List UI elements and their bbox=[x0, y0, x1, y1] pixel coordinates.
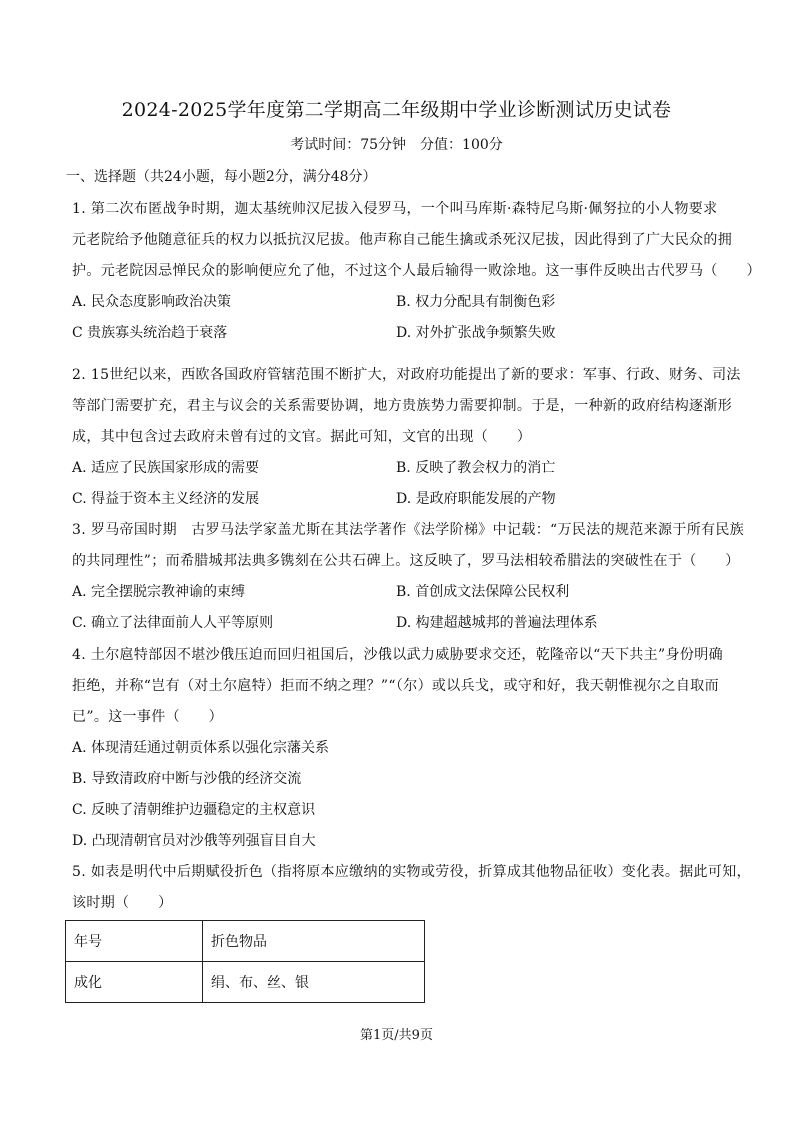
question-4-line-1: 4. 土尔扈特部因不堪沙俄压迫而回归祖国后，沙俄以武力威胁要求交还，乾隆帝以“天下共主”身份明确 bbox=[72, 647, 723, 663]
exam-subtitle: 考试时间：75分钟 分值：100分 bbox=[290, 137, 503, 153]
question-1-line-1: 1. 第二次布匿战争时期，迦太基统帅汉尼拔入侵罗马，一个叫马库斯·森特尼乌斯·佩努拉的小人物要求 bbox=[72, 201, 718, 217]
tax-conversion-table bbox=[65, 920, 425, 1003]
question-1-option-c[interactable]: C 贵族寡头统治趋于衰落 bbox=[72, 325, 228, 341]
question-2-line-1: 2. 15世纪以来，西欧各国政府管辖范围不断扩大，对政府功能提出了新的要求：军事、行政、财务、司法 bbox=[72, 367, 741, 383]
question-4-option-c[interactable]: C. 反映了清朝维护边疆稳定的主权意识 bbox=[72, 802, 316, 818]
table-row bbox=[66, 962, 425, 1003]
question-5-line-1: 5. 如表是明代中后期赋役折色（指将原本应缴纳的实物或劳役，折算成其他物品征收）变化表。据此可知， bbox=[72, 864, 751, 880]
question-3-line-1: 3. 罗马帝国时期 古罗马法学家盖尤斯在其法学著作《法学阶梯》中记载：“万民法的规范来源于所有民族 bbox=[72, 522, 745, 538]
question-1-option-b[interactable]: B. 权力分配具有制衡色彩 bbox=[396, 294, 556, 310]
question-1-line-2: 元老院给予他随意征兵的权力以抵抗汉尼拔。他声称自己能生擒或杀死汉尼拔，因此得到了广大民众的拥 bbox=[72, 232, 733, 248]
question-1-line-3: 护。元老院因忌惮民众的影响便应允了他，不过这个人最后输得一败涂地。这一事件反映出古代罗马（ ） bbox=[72, 263, 761, 279]
section-heading: 一、选择题（共24小题，每小题2分，满分48分） bbox=[66, 169, 377, 185]
question-1-option-a[interactable]: A. 民众态度影响政治决策 bbox=[72, 294, 232, 310]
table-cell: 成化 bbox=[66, 962, 203, 1003]
question-2-line-3: 成，其中包含过去政府未曾有过的文官。据此可知，文官的出现（ ） bbox=[72, 429, 532, 445]
exam-title: 2024-2025学年度第二学期高二年级期中学业诊断测试历史试卷 bbox=[121, 99, 672, 121]
question-4-line-3: 已”。这一事件（ ） bbox=[72, 709, 224, 725]
page-number: 第1页/共9页 bbox=[360, 1028, 433, 1043]
question-4-option-b[interactable]: B. 导致清政府中断与沙俄的经济交流 bbox=[72, 771, 302, 787]
question-3-option-d[interactable]: D. 构建超越城邦的普遍法理体系 bbox=[396, 615, 598, 631]
question-2-option-a[interactable]: A. 适应了民族国家形成的需要 bbox=[72, 460, 260, 476]
question-2-option-c[interactable]: C. 得益于资本主义经济的发展 bbox=[72, 491, 260, 507]
question-2-option-b[interactable]: B. 反映了教会权力的消亡 bbox=[396, 460, 556, 476]
question-3-line-2: 的共同理性”；而希腊城邦法典多镌刻在公共石碑上。这反映了，罗马法相较希腊法的突破性在于（ ） bbox=[72, 553, 740, 569]
table-cell: 绢、布、丝、银 bbox=[203, 962, 425, 1003]
question-4-line-2: 拒绝，并称“岂有（对土尔扈特）拒而不纳之理？”“（尔）或以兵戈，或守和好，我天朝惟视尔之自取而 bbox=[72, 678, 719, 694]
question-4-option-a[interactable]: A. 体现清廷通过朝贡体系以强化宗藩关系 bbox=[72, 740, 330, 756]
question-1-option-d[interactable]: D. 对外扩张战争频繁失败 bbox=[396, 325, 556, 341]
question-3-option-a[interactable]: A. 完全摆脱宗教神谕的束缚 bbox=[72, 584, 246, 600]
table-header-row bbox=[66, 921, 425, 962]
question-2-line-2: 等部门需要扩充，君主与议会的关系需要协调，地方贵族势力需要抑制。于是，一种新的政府结构逐渐形 bbox=[72, 398, 733, 414]
question-3-option-c[interactable]: C. 确立了法律面前人人平等原则 bbox=[72, 615, 274, 631]
question-2-option-d[interactable]: D. 是政府职能发展的产物 bbox=[396, 491, 556, 507]
table-header-cell: 年号 bbox=[66, 921, 203, 962]
question-5-line-2: 该时期（ ） bbox=[72, 895, 173, 911]
question-4-option-d[interactable]: D. 凸现清朝官员对沙俄等列强盲目自大 bbox=[72, 833, 316, 849]
question-3-option-b[interactable]: B. 首创成文法保障公民权利 bbox=[396, 584, 570, 600]
table-header-cell: 折色物品 bbox=[203, 921, 425, 962]
